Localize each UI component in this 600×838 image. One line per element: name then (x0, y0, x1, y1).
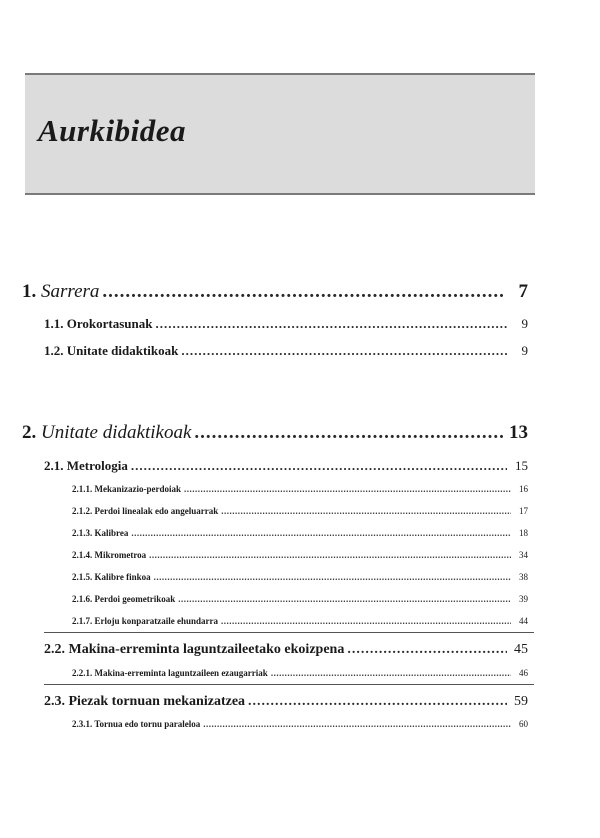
leader-dots (154, 572, 511, 582)
toc-entry-number: 2.1.7. (72, 616, 93, 626)
toc-entry-1-2[interactable] (44, 343, 528, 359)
toc-entry-page: 16 (519, 484, 528, 494)
leader-dots (248, 694, 507, 710)
toc-entry-number: 2.1.5. (72, 572, 93, 582)
toc-entry-2[interactable] (22, 422, 528, 444)
leader-dots (203, 719, 511, 729)
leader-dots (221, 506, 511, 516)
leader-dots (149, 550, 511, 560)
toc-entry-label: Orokortasunak (66, 316, 153, 331)
leader-dots (184, 484, 511, 494)
toc-entry-label: Makina-erreminta laguntzaileetako ekoizpena (68, 642, 345, 657)
toc-entry-label: Mikrometroa (94, 550, 147, 560)
toc-entry-page: 38 (519, 572, 528, 582)
toc-entry-label: Piezak tornuan mekanizatzea (68, 694, 246, 709)
toc-entry-page: 13 (509, 422, 528, 443)
toc-entry-2-1-1[interactable] (72, 484, 528, 494)
toc-entry-2-2[interactable] (44, 642, 528, 658)
toc-entry-number: 2.1.6. (72, 594, 93, 604)
leader-dots (194, 422, 503, 444)
toc-entry-page: 9 (521, 316, 528, 331)
leader-dots (181, 343, 507, 359)
toc-entry-number: 2.1.4. (72, 550, 93, 560)
toc-entry-label: Makina-erreminta laguntzaileen ezaugarriak (94, 668, 268, 678)
toc-entry-page: 44 (519, 616, 528, 626)
toc-entry-page: 45 (514, 642, 528, 657)
toc-entry-number: 1.1. (44, 316, 64, 331)
toc-entry-number: 2. (22, 422, 37, 443)
page-title: Aurkibidea (38, 113, 186, 148)
toc-entry-page: 15 (515, 458, 528, 473)
toc-entry-2-1-4[interactable] (72, 550, 528, 560)
leader-dots (131, 458, 507, 474)
toc-entry-2-2-1[interactable] (72, 668, 528, 678)
toc-entry-label: Erloju konparatzaile ehundarra (94, 616, 219, 626)
leader-dots (102, 281, 503, 303)
section-divider (44, 684, 534, 685)
toc-entry-label: Mekanizazio-perdoiak (94, 484, 181, 494)
toc-entry-2-1-7[interactable] (72, 616, 528, 626)
toc-entry-page: 60 (519, 719, 528, 729)
leader-dots (221, 616, 511, 626)
toc-entry-number: 2.1. (44, 458, 64, 473)
toc-entry-number: 2.2.1. (72, 668, 93, 678)
toc-entry-label: Metrologia (66, 458, 128, 473)
toc-entry-number: 2.1.3. (72, 528, 93, 538)
toc-entry-number: 1.2. (44, 343, 64, 358)
toc-entry-label: Perdoi geometrikoak (94, 594, 176, 604)
leader-dots (131, 528, 511, 538)
toc-entry-page: 7 (518, 281, 528, 302)
toc-entry-number: 1. (22, 281, 37, 302)
toc-entry-2-3[interactable] (44, 694, 528, 710)
leader-dots (155, 316, 507, 332)
toc-entry-label: Kalibre finkoa (94, 572, 151, 582)
toc-entry-number: 2.3. (44, 694, 65, 709)
toc-entry-label: Perdoi linealak edo angeluarrak (94, 506, 219, 516)
section-divider (44, 632, 534, 633)
toc-entry-label: Unitate didaktikoak (66, 343, 179, 358)
toc-entry-page: 39 (519, 594, 528, 604)
toc-entry-label: Sarrera (41, 281, 100, 302)
toc-entry-label: Unitate didaktikoak (41, 422, 192, 443)
toc-entry-label: Kalibrea (94, 528, 129, 538)
toc-entry-page: 46 (519, 668, 528, 678)
toc-entry-1[interactable] (22, 281, 528, 303)
toc-entry-page: 59 (514, 694, 528, 709)
toc-entry-number: 2.1.1. (72, 484, 93, 494)
toc-entry-page: 9 (521, 343, 528, 358)
leader-dots (347, 642, 507, 658)
toc-entry-page: 17 (519, 506, 528, 516)
toc-entry-label: Tornua edo tornu paraleloa (94, 719, 201, 729)
toc-entry-number: 2.2. (44, 642, 65, 657)
toc-entry-page: 34 (519, 550, 528, 560)
toc-entry-number: 2.1.2. (72, 506, 93, 516)
toc-entry-2-1-5[interactable] (72, 572, 528, 582)
toc-entry-page: 18 (519, 528, 528, 538)
toc-entry-2-1[interactable] (44, 458, 528, 474)
toc-entry-2-1-2[interactable] (72, 506, 528, 516)
toc-entry-1-1[interactable] (44, 316, 528, 332)
toc-entry-2-1-6[interactable] (72, 594, 528, 604)
toc-entry-2-3-1[interactable] (72, 719, 528, 729)
leader-dots (271, 668, 511, 678)
toc-entry-2-1-3[interactable] (72, 528, 528, 538)
toc-entry-number: 2.3.1. (72, 719, 93, 729)
leader-dots (178, 594, 511, 604)
